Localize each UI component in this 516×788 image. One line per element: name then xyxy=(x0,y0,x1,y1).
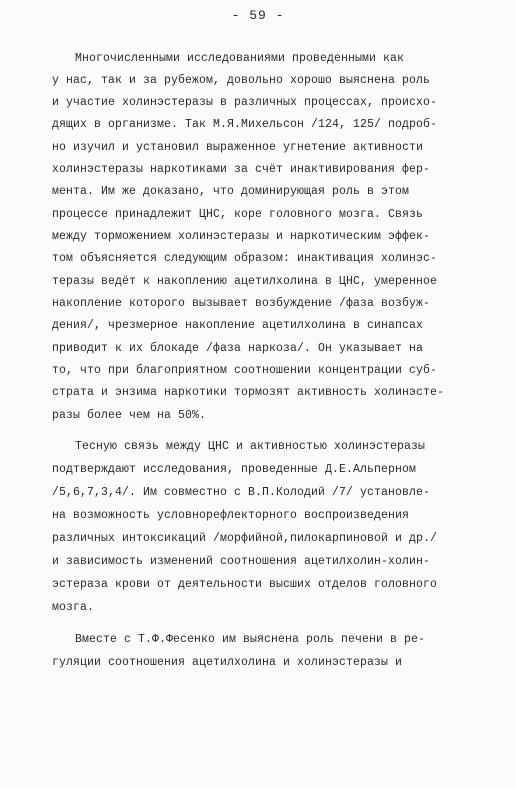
text-line: Тесную связь между ЦНС и активностью холинэстеразы xyxy=(75,440,426,453)
text-line: мозга. xyxy=(52,601,95,614)
text-line: различных интоксикаций /морфийной,пилокарпиновой и др./ xyxy=(52,532,438,545)
text-line: накопление которого вызывает возбуждение /фаза возбуж- xyxy=(52,297,431,310)
text-line: у нас, так и за рубежом, довольно хорошо выяснена роль xyxy=(52,74,431,87)
text-line: процессе принадлежит ЦНС, коре головного мозга. Связь xyxy=(52,208,424,221)
text-line: Вместе с Т.Ф.Фесенко им выяснена роль печени в ре- xyxy=(75,633,426,646)
text-line: подтверждают исследования, проведенные Д.Е.Альперном xyxy=(52,463,417,476)
text-line: на возможность условнорефлекторного воспроизведения xyxy=(52,509,410,522)
text-line: мента. Им же доказано, что доминирующая роль в этом xyxy=(52,185,410,198)
text-line: разы более чем на 50%. xyxy=(52,409,207,422)
text-line: том объясняется следующим образом: инактивация холинэс- xyxy=(52,252,438,265)
text-line: и зависимость изменений соотношения ацетилхолин-холин- xyxy=(52,555,431,568)
text-line: и участие холинэстеразы в различных процессах, происхо- xyxy=(52,96,438,109)
text-line: страта и энзима наркотики тормозят активность холинэсте- xyxy=(52,386,445,399)
text-line: гуляции соотношения ацетилхолина и холинэстеразы и xyxy=(52,656,403,669)
text-line: приводит к их блокаде /фаза наркоза/. Он указывает на xyxy=(52,342,424,355)
page-number: - 59 - xyxy=(231,8,285,23)
text-line: /5,6,7,3,4/. Им совместно с В.П.Колодий /7/ установле- xyxy=(52,486,431,499)
text-line: то, что при благоприятном соотношении концентрации суб- xyxy=(52,364,438,377)
text-line: между торможением холинэстеразы и наркотическим эффек- xyxy=(52,230,431,243)
text-line: теразы ведёт к накоплению ацетилхолина в ЦНС, умеренное xyxy=(52,275,438,288)
text-line: но изучил и установил выраженное угнетение активности xyxy=(52,141,424,154)
text-line: дения/, чрезмерное накопление ацетилхолина в синапсах xyxy=(52,319,424,332)
text-line: Многочисленными исследованиями проведенными как xyxy=(75,52,405,65)
text-line: эстераза крови от деятельности высших отделов головного xyxy=(52,578,438,591)
text-line: холинэстеразы наркотиками за счёт инактивирования фер- xyxy=(52,163,431,176)
text-line: дящих в организме. Так М.Я.Михельсон /124, 125/ подроб- xyxy=(52,118,438,131)
